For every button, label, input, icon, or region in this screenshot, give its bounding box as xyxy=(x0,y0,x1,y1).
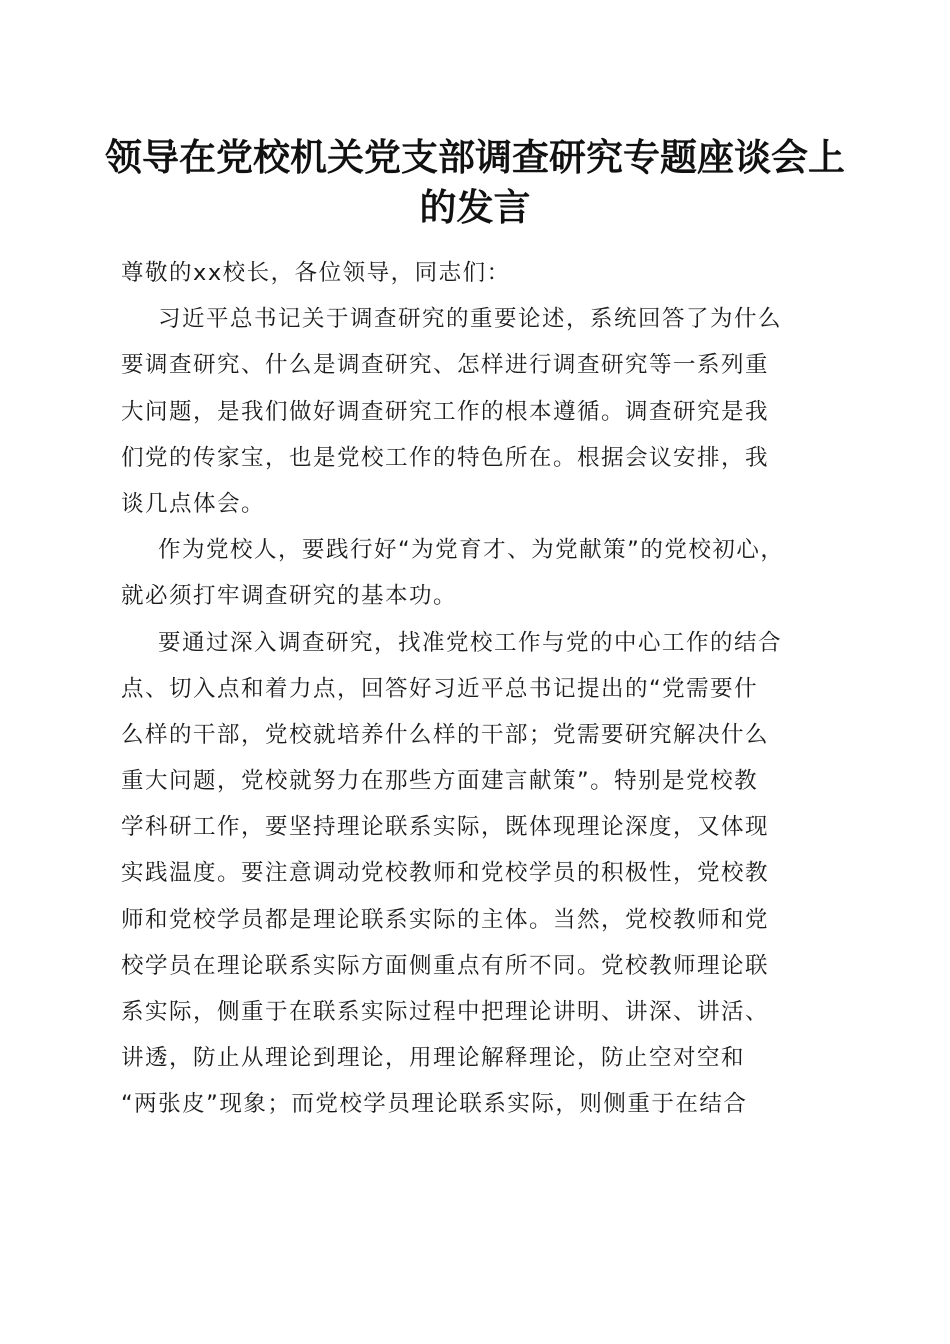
salutation: 尊敬的xx校长，各位领导，同志们： xyxy=(121,260,511,286)
paragraph-line: 校学员在理论联系实际方面侧重点有所不同。党校教师理论联 xyxy=(121,952,770,979)
paragraph-line: 实践温度。要注意调动党校教师和党校学员的积极性，党校教 xyxy=(121,860,770,887)
document-title xyxy=(100,132,850,232)
paragraph-1 xyxy=(121,296,841,527)
paragraph-line: 习近平总书记关于调查研究的重要论述，系统回答了为什么 xyxy=(158,306,783,333)
paragraph-line: 谈几点体会。 xyxy=(121,490,266,517)
paragraph-line: 要调查研究、什么是调查研究、怎样进行调查研究等一系列重 xyxy=(121,352,770,379)
paragraph-line: 师和党校学员都是理论联系实际的主体。当然，党校教师和党 xyxy=(121,906,770,933)
paragraph-3 xyxy=(121,620,841,1128)
document-body xyxy=(121,250,841,1128)
title-line-2: 的发言 xyxy=(419,185,531,229)
paragraph-line: 大问题，是我们做好调查研究工作的根本遵循。调查研究是我 xyxy=(121,398,770,425)
paragraph-line: 重大问题，党校就努力在那些方面建言献策”。特别是党校教 xyxy=(121,768,759,795)
paragraph-line: “两张皮”现象；而党校学员理论联系实际，则侧重于在结合 xyxy=(121,1091,748,1118)
paragraph-line: 们党的传家宝，也是党校工作的特色所在。根据会议安排，我 xyxy=(121,444,770,471)
paragraph-line: 要通过深入调查研究，找准党校工作与党的中心工作的结合 xyxy=(158,629,783,656)
paragraph-line: 么样的干部，党校就培养什么样的干部；党需要研究解决什么 xyxy=(121,721,770,748)
paragraph-line: 讲透，防止从理论到理论，用理论解释理论，防止空对空和 xyxy=(121,1045,746,1072)
paragraph-line: 作为党校人，要践行好“为党育才、为党献策”的党校初心， xyxy=(158,537,785,564)
paragraph-2 xyxy=(121,527,841,619)
paragraph-line: 系实际，侧重于在联系实际过程中把理论讲明、讲深、讲活、 xyxy=(121,999,770,1025)
paragraph-line: 学科研工作，要坚持理论联系实际，既体现理论深度，又体现 xyxy=(121,814,770,841)
paragraph-line: 就必须打牢调查研究的基本功。 xyxy=(121,583,458,610)
paragraph-line: 点、切入点和着力点，回答好习近平总书记提出的“党需要什 xyxy=(121,675,759,702)
title-line-1: 领导在党校机关党支部调查研究专题座谈会上 xyxy=(105,135,845,179)
